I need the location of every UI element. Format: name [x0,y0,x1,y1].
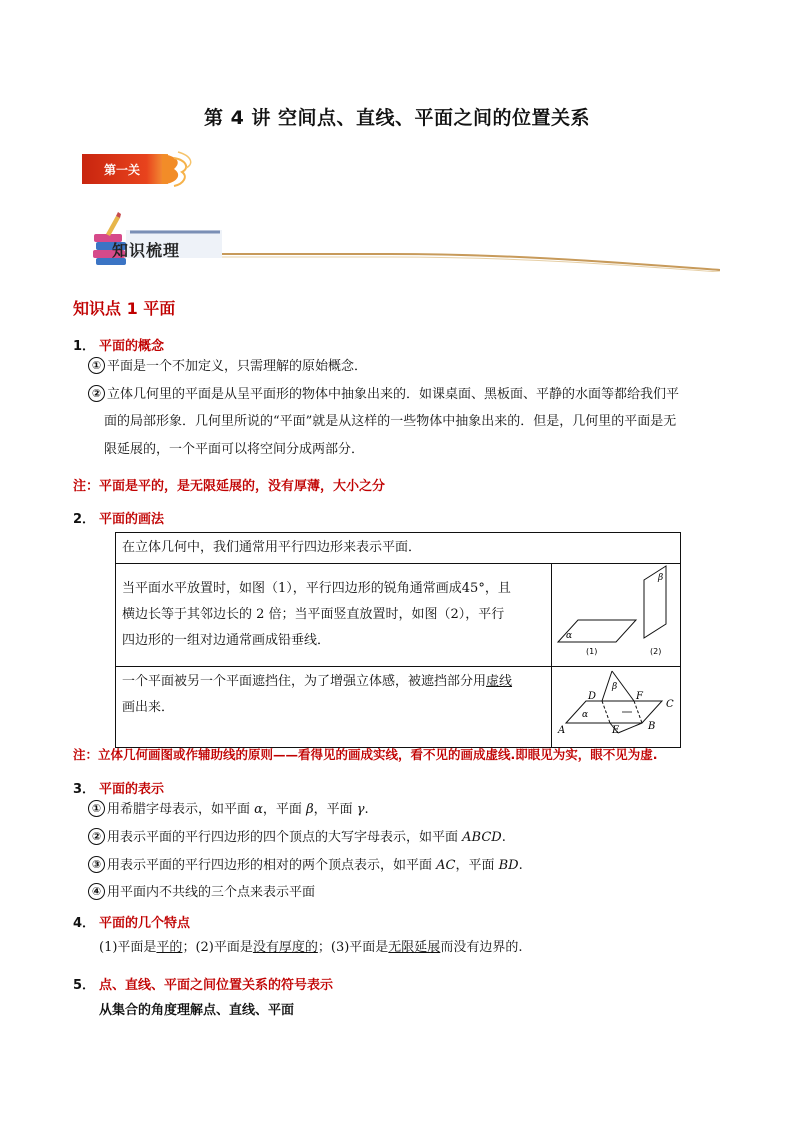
table-cell [116,667,552,748]
underlined-text: 无限延展 [388,940,441,955]
book-stack-icon [90,212,720,272]
fig2-label-F: F [636,691,643,702]
symbol-beta: β [306,802,314,817]
fig2-label-B: B [648,721,656,732]
underlined-text: 平的 [156,940,183,955]
underlined-text: 没有厚度的 [252,940,318,955]
symbol-BD: BD [498,858,519,873]
section-3-number: 3． [73,782,96,797]
fig2-alpha: α [582,710,589,720]
circled-number: ① [88,357,105,374]
section-5-subheading: 从集合的角度理解点、直线、平面 [99,1003,295,1018]
fig1-beta: β [658,573,664,583]
text: 用表示平面的平行四边形的相对的两个顶点表示，如平面 [107,858,437,873]
section-3-heading [73,778,164,797]
note-2: 注：立体几何画图或作辅助线的原则——看得见的画成实线，看不见的画成虚线.即眼见为实，眼不见为虚. [73,747,658,762]
pencil-icon [102,212,122,236]
section-5-title: 点、直线、平面之间位置关系的符号表示 [99,978,334,993]
text: 用表示平面的平行四边形的四个顶点的大写字母表示，如平面 [107,830,463,845]
section-4-number: 4． [73,916,96,931]
text: . [364,802,369,817]
representation-item-1 [88,800,369,820]
circled-number: ④ [88,883,105,900]
section-1-number: 1． [73,339,96,354]
section-4-title: 平面的几个特点 [99,916,191,931]
text: 而没有边界的. [440,940,523,955]
text: ，平面 [455,858,499,873]
symbol-ABCD: ABCD [462,830,502,845]
figure-cell-intersecting [552,667,681,748]
text: ，平面 [313,802,357,817]
level-banner-label: 第一关 [104,163,141,177]
fig2-label-C: C [666,699,674,710]
row3-line-2: 画出来． [122,700,175,715]
representation-item-3 [88,856,523,876]
section-1-title: 平面的概念 [99,339,165,354]
figure-cell-planes [552,564,681,667]
table-cell [116,564,552,667]
representation-item-4 [88,883,315,903]
fig1-caption-1: (1) [586,647,598,656]
table-row [116,564,681,667]
concept-item-2-line-1: 立体几何里的平面是从呈平面形的物体中抽象出来的．如课桌面、黑板面、平静的水面等都给我们平 [107,387,680,402]
fig2-label-E: E [612,725,620,736]
section-4-heading [73,912,190,931]
intersecting-planes-figure [552,667,680,737]
section-3-title: 平面的表示 [99,782,165,797]
text: ；(2)平面是 [182,940,253,955]
symbol-AC: AC [436,858,456,873]
fig1-alpha: α [566,631,573,641]
section-banner [90,212,720,272]
symbol-alpha: α [254,802,263,817]
row2-line-1: 当平面水平放置时，如图（1），平行四边形的锐角通常画成45°，且 [122,581,511,596]
plane-features-line [99,938,522,958]
section-banner-label: 知识梳理 [112,241,181,260]
fig2-label-A: A [558,725,566,736]
circled-number: ① [88,800,105,817]
text: ，平面 [262,802,307,817]
section-5-heading [73,974,333,993]
table-row [116,533,681,564]
fig2-beta: β [612,682,618,692]
row2-line-2: 横边长等于其邻边长的 2 倍；当平面竖直放置时，如图（2），平行 [122,607,505,622]
section-1-heading [73,335,164,354]
concept-item-2-line-3: 限延展的，一个平面可以将空间分成两部分． [104,442,365,457]
table-row [116,667,681,748]
concept-item-1-text: 平面是一个不加定义，只需理解的原始概念． [107,359,368,374]
circled-number: ② [88,828,105,845]
section-5-number: 5． [73,978,96,993]
table-cell: 在立体几何中，我们通常用平行四边形来表示平面． [116,533,681,564]
level-banner [82,150,194,190]
page-title: 第 4 讲 空间点、直线、平面之间的位置关系 [203,107,591,129]
plane-drawing-figure [552,564,680,656]
row2-line-3: 四边形的一组对边通常画成铅垂线． [122,633,331,648]
text: (1)平面是 [99,940,157,955]
note-1: 注：平面是平的，是无限延展的，没有厚薄，大小之分 [73,479,386,494]
row3-underlined: 虚线 [486,674,513,689]
fig1-caption-2: (2) [650,647,662,656]
concept-item-1 [88,357,367,377]
knowledge-point-heading: 知识点 1 平面 [73,299,176,318]
fig2-label-D: D [588,691,597,702]
drawing-method-table [115,532,681,748]
concept-item-2-line-2: 面的局部形象．几何里所说的“平面”就是从这样的一些物体中抽象出来的．但是，几何里的平面是无 [104,414,677,429]
row3-text: 一个平面被另一个平面遮挡住，为了增强立体感，被遮挡部分用 [122,674,487,689]
section-2-number: 2． [73,512,96,527]
concept-item-2 [88,385,679,405]
circled-number: ② [88,385,105,402]
text: . [501,830,506,845]
section-2-heading [73,508,164,527]
symbol-gamma: γ [356,802,365,817]
text: . [518,858,523,873]
text: 用平面内不共线的三个点来表示平面 [107,885,316,900]
text: 用希腊字母表示，如平面 [107,802,255,817]
row3-line-1 [122,669,545,695]
representation-item-2 [88,828,506,848]
text: ；(3)平面是 [317,940,389,955]
section-2-title: 平面的画法 [99,512,165,527]
circled-number: ③ [88,856,105,873]
